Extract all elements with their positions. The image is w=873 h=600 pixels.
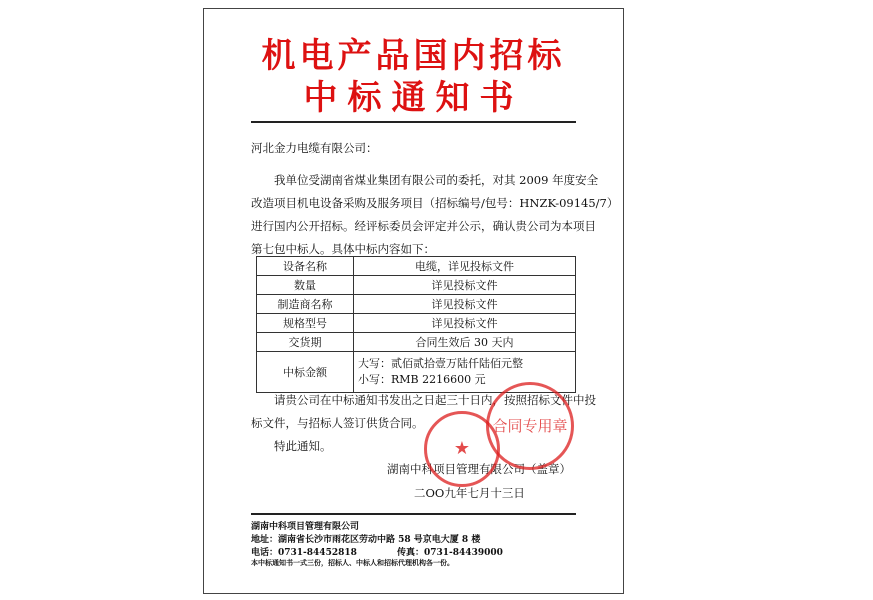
- closing-line-3: 特此通知。: [274, 439, 332, 453]
- title-line-1: 机电产品国内招标: [261, 36, 566, 76]
- title-line-2: 中标通知书: [303, 78, 524, 118]
- row-value: 详见投标文件: [354, 276, 576, 295]
- body-line-1: 我单位受湖南省煤业集团有限公司的委托，对其 2009 年度安全: [274, 173, 599, 187]
- footer-note: 本中标通知书一式三份，招标人、中标人和招标代理机构各一份。: [251, 558, 454, 567]
- stamp-text: 合同专用章: [492, 416, 568, 435]
- date: 二OO九年七月十三日: [414, 486, 525, 500]
- table-row: [257, 257, 576, 276]
- closing-line-2: 标文件，与招标人签订供货合同。: [251, 416, 424, 430]
- body-line-3: 进行国内公开招标。经评标委员会评定并公示，确认贵公司为本项目: [251, 219, 596, 233]
- row-label: 制造商名称: [257, 295, 354, 314]
- table-row: [257, 333, 576, 352]
- row-label: 交货期: [257, 333, 354, 352]
- amount-words: 大写：贰佰贰拾壹万陆仟陆佰元整: [358, 357, 523, 370]
- row-value: 详见投标文件: [354, 314, 576, 333]
- signer: 湖南中科项目管理有限公司（盖章）: [387, 462, 571, 476]
- footer-address: 地址：湖南省长沙市雨花区劳动中路 58 号京电大厦 8 楼: [251, 535, 481, 545]
- row-label: 中标金额: [257, 352, 354, 393]
- row-value: 详见投标文件: [354, 295, 576, 314]
- table-row: [257, 276, 576, 295]
- footer-divider: [251, 513, 576, 515]
- closing-line-1: 请贵公司在中标通知书发出之日起三十日内，按照招标文件中投: [274, 393, 596, 407]
- row-label: 数量: [257, 276, 354, 295]
- row-label: 规格型号: [257, 314, 354, 333]
- table-row: [257, 295, 576, 314]
- title-divider: [251, 121, 576, 123]
- amount-figures: 小写：RMB 2216600 元: [358, 373, 486, 386]
- row-value: 合同生效后 30 天内: [354, 333, 576, 352]
- row-value: 电缆，详见投标文件: [354, 257, 576, 276]
- row-label: 设备名称: [257, 257, 354, 276]
- company-seal-stamp: [424, 411, 500, 487]
- award-table: [256, 256, 576, 393]
- addressee: 河北金力电缆有限公司：: [251, 141, 378, 155]
- table-row: [257, 314, 576, 333]
- star-icon: ★: [453, 438, 471, 459]
- footer-company: 湖南中科项目管理有限公司: [251, 522, 360, 532]
- footer-fax: 传真：0731-84439000: [397, 548, 503, 558]
- body-line-2: 改造项目机电设备采购及服务项目（招标编号/包号：HNZK-09145/7）: [251, 196, 619, 210]
- body-line-4: 第七包中标人。具体中标内容如下：: [251, 242, 435, 256]
- footer-phone: 电话：0731-84452818: [251, 548, 357, 558]
- notice-page: [203, 8, 624, 594]
